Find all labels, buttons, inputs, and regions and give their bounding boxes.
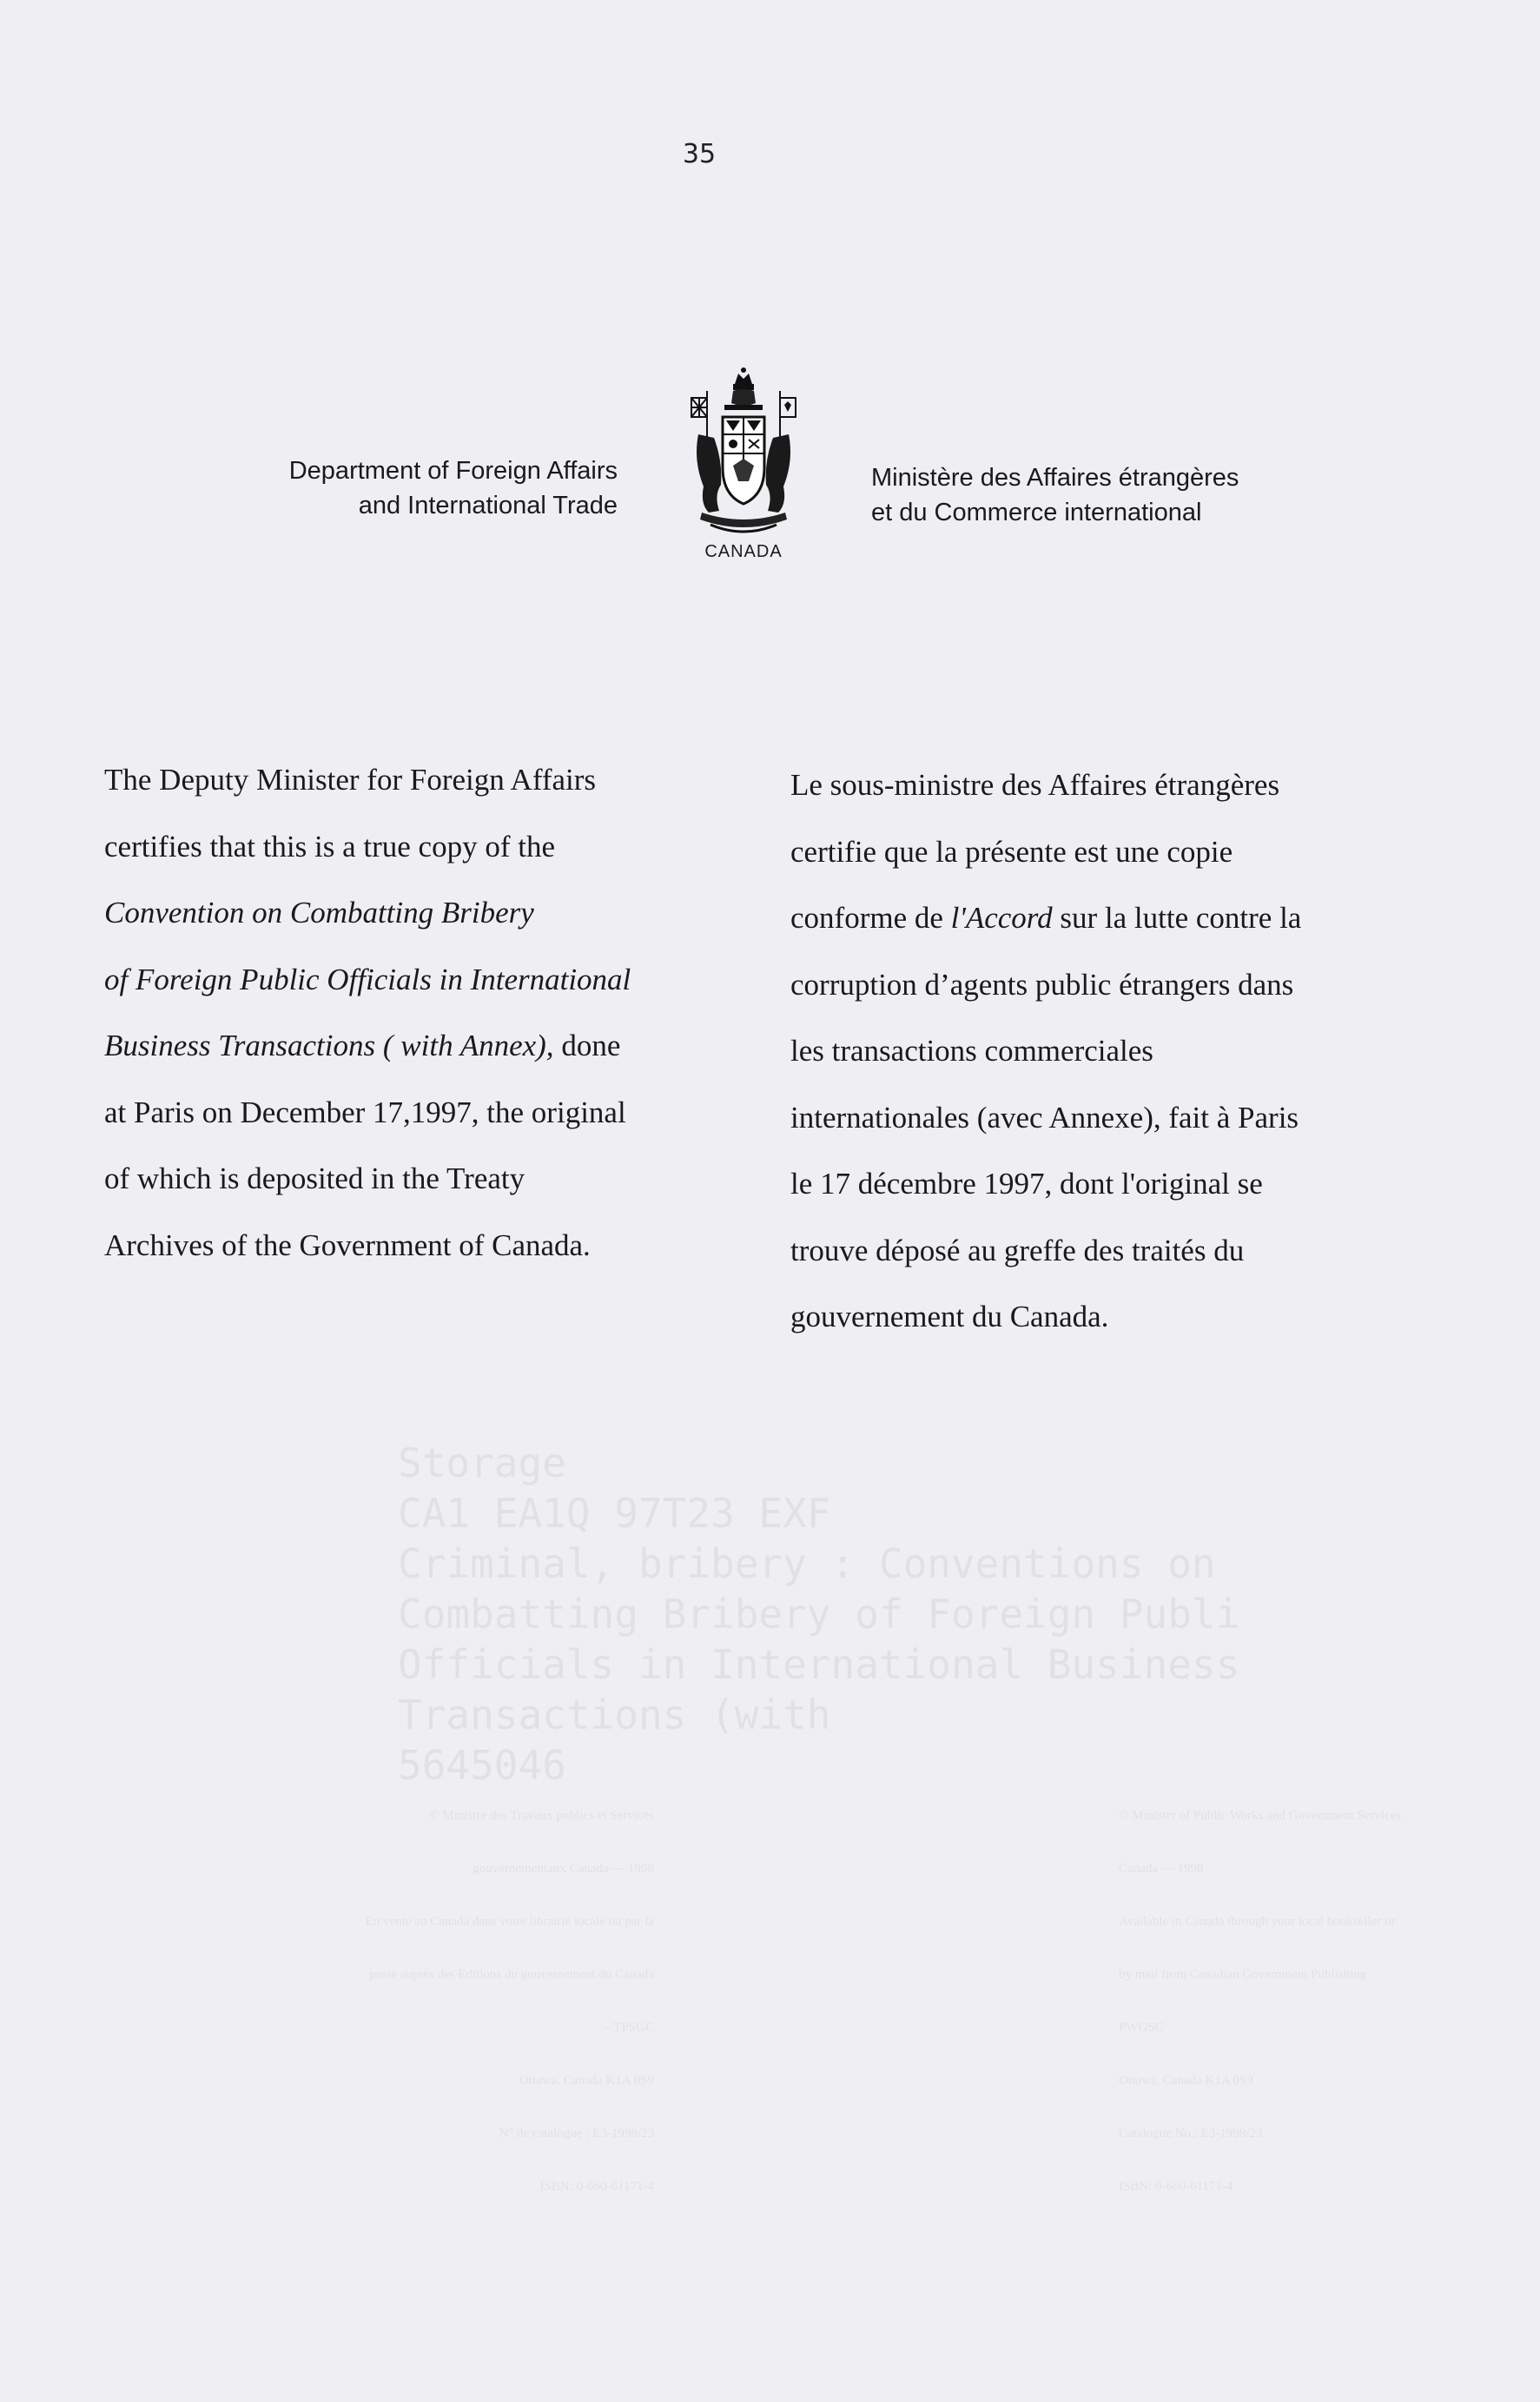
- text-run: corruption d’agents public étrangers dans: [790, 967, 1294, 1002]
- english-line: [104, 1080, 712, 1147]
- imprint-line: Available in Canada through your local bookseller or: [1119, 1915, 1396, 1929]
- imprint-line: © Ministre des Travaux publics et Services: [429, 1809, 654, 1823]
- certification-french: [790, 752, 1381, 1351]
- department-name-english: [289, 453, 618, 523]
- country-label: CANADA: [704, 542, 783, 561]
- treaty-title-run: of Foreign Public Officials in International: [104, 962, 631, 996]
- text-run: of which is deposited in the Treaty: [104, 1161, 525, 1195]
- imprint-line: by mail from Canadian Government Publishing: [1119, 1968, 1367, 1982]
- text-run: sur la lutte contre la: [1052, 901, 1302, 935]
- english-line: [104, 1213, 712, 1280]
- french-line: [790, 1284, 1381, 1351]
- french-line: [790, 885, 1381, 952]
- imprint-line: – TPSGC: [604, 2021, 654, 2035]
- imprint-line: © Minister of Public Works and Government Services: [1119, 1809, 1402, 1823]
- department-name-french: [871, 460, 1239, 530]
- imprint-line: Canada — 1998: [1119, 1862, 1204, 1876]
- imprint-line: Catalogue No.: E3-1998/23: [1119, 2127, 1263, 2141]
- english-line: [104, 1146, 712, 1213]
- text-run: conforme de: [790, 901, 951, 935]
- imprint-line: ISBN: 0-660-61171-4: [539, 2180, 654, 2194]
- treaty-title-run: Business Transactions ( with Annex),: [104, 1029, 554, 1062]
- english-line: [104, 947, 712, 1014]
- french-line: [790, 952, 1381, 1019]
- imprint-line: poste auprès des Éditions du gouvernement du Canada: [369, 1968, 654, 1982]
- show-through-imprint-right: [1119, 1790, 1401, 2213]
- french-line: [790, 1085, 1381, 1152]
- english-line: [104, 814, 712, 881]
- show-through-imprint-left: [366, 1790, 654, 2213]
- department-name-english-line-1: Department of Foreign Affairs: [288, 457, 618, 485]
- department-name-french-line-1: Ministère des Affaires étrangères: [871, 464, 1239, 492]
- imprint-line: ISBN: 0-660-61171-4: [1119, 2180, 1233, 2194]
- french-line: [790, 752, 1381, 819]
- treaty-title-run: Convention on Combatting Bribery: [104, 896, 534, 930]
- text-run: trouve déposé au greffe des traités du: [790, 1233, 1245, 1267]
- treaty-title-run: l'Accord: [950, 901, 1053, 935]
- text-run: done: [553, 1029, 621, 1062]
- french-line: [790, 1151, 1381, 1218]
- text-run: certifie que la présente est une copie: [790, 834, 1233, 869]
- text-run: Archives of the Government of Canada.: [104, 1227, 591, 1262]
- french-line: [790, 1018, 1381, 1085]
- french-line: [790, 819, 1381, 886]
- text-run: Le sous-ministre des Affaires étrangères: [790, 768, 1280, 802]
- page-number: 35: [682, 139, 717, 169]
- imprint-line: N° de catalogue : E3-1998/23: [499, 2127, 654, 2141]
- department-name-english-line-2: and International Trade: [358, 492, 618, 519]
- imprint-line: PWGSC: [1119, 2021, 1164, 2035]
- imprint-line: gouvernementaux Canada — 1998: [473, 1862, 654, 1876]
- french-line: [790, 1218, 1381, 1285]
- text-run: le 17 décembre 1997, dont l'original se: [790, 1167, 1263, 1201]
- english-line: [104, 880, 712, 947]
- text-run: certifies that this is a true copy of the: [104, 829, 556, 864]
- english-line: [104, 747, 712, 814]
- department-name-french-line-2: et du Commerce international: [871, 499, 1202, 526]
- imprint-line: En vente au Canada dans votre librairie locale ou par la: [365, 1915, 654, 1929]
- certification-english: [104, 747, 712, 1279]
- english-line: [104, 1013, 712, 1080]
- imprint-line: Ottawa, Canada K1A 0S9: [519, 2074, 654, 2088]
- text-run: gouvernement du Canada.: [790, 1300, 1109, 1333]
- text-run: at Paris on December 17,1997, the original: [104, 1095, 626, 1129]
- coat-of-arms-icon: [684, 365, 803, 539]
- text-run: internationales (avec Annexe), fait à Paris: [790, 1100, 1299, 1135]
- show-through-storage-label: Storage CA1 EA1Q 97T23 EXF Criminal, bribery : Conventions on Combatting Bribery of Foreign Publi Officials in International Business Transactions (with 5645046: [398, 1439, 1240, 1789]
- imprint-line: Ottawa, Canada K1A 0S9: [1119, 2074, 1253, 2088]
- text-run: The Deputy Minister for Foreign Affairs: [104, 763, 597, 797]
- text-run: les transactions commerciales: [790, 1034, 1153, 1068]
